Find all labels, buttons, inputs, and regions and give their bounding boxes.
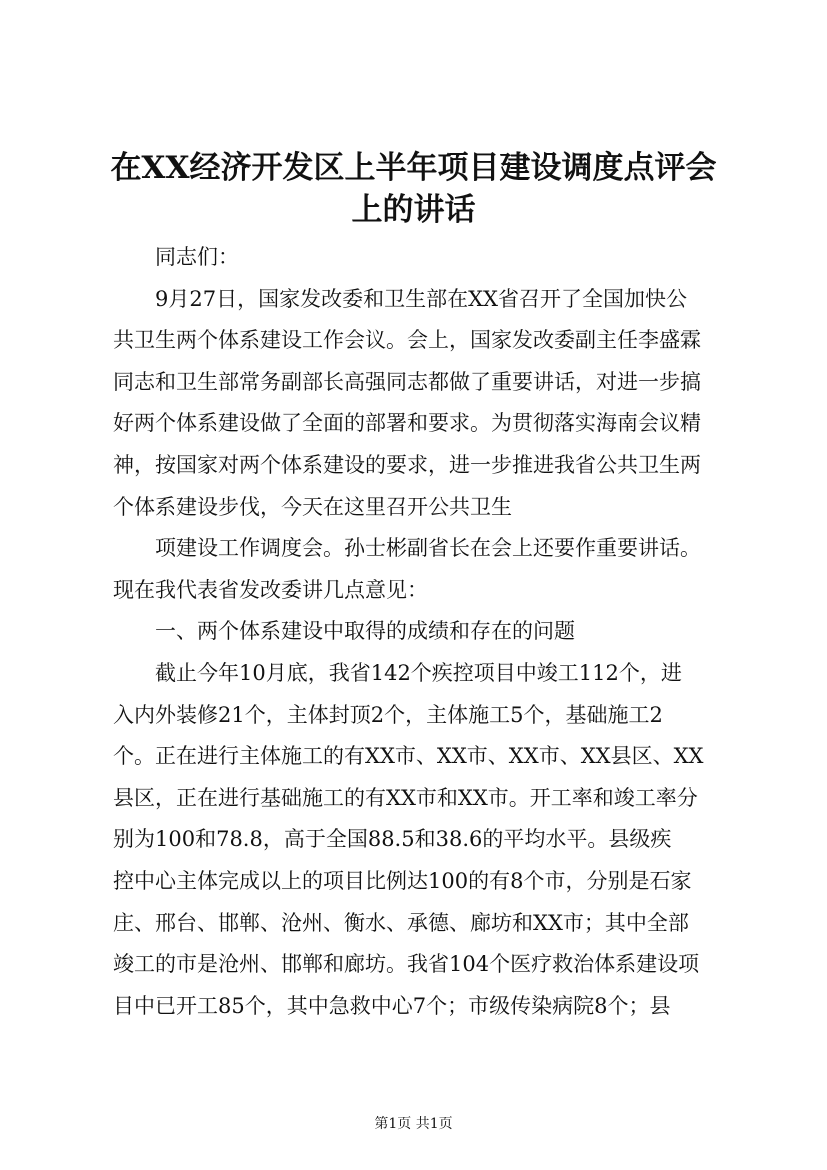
body-line: 同志和卫生部常务副部长高强同志都做了重要讲话，对进一步搞 [113,369,701,394]
salutation: 同志们： [155,245,239,269]
document-title-line-1: 在XX经济开发区上半年项目建设调度点评会 [110,150,717,186]
body-line: 现在我代表省发改委讲几点意见： [113,577,428,602]
body-line: 个体系建设步伐，今天在这里召开公共卫生 [113,494,512,519]
document-body [113,237,723,1027]
body-line: 目中已开工85个，其中急救中心7个；市级传染病院8个；县 [113,993,671,1018]
body-line: 个。正在进行主体施工的有XX市、XX市、XX市、XX县区、XX [113,744,704,769]
body-line: 县区，正在进行基础施工的有XX市和XX市。开工率和竣工率分 [113,785,698,810]
page-number-footer: 第1页 共1页 [374,1116,453,1132]
body-line: 控中心主体完成以上的项目比例达100的有8个市，分别是石家 [113,868,692,893]
body-line: 别为100和78.8，高于全国88.5和38.6的平均水平。县级疾 [113,827,672,852]
document-title-line-2: 上的讲话 [351,192,476,228]
body-line: 神，按国家对两个体系建设的要求，进一步推进我省公共卫生两 [113,452,701,477]
body-line: 竣工的市是沧州、邯郸和廊坊。我省104个医疗救治体系建设项 [113,952,700,977]
body-line: 入内外装修21个，主体封顶2个，主体施工5个，基础施工2 [113,702,663,727]
body-line: 好两个体系建设做了全面的部署和要求。为贯彻落实海南会议精 [113,411,701,436]
body-line: 截止今年10月底，我省142个疾控项目中竣工112个，进 [155,660,682,685]
body-line: 庄、邢台、邯郸、沧州、衡水、承德、廊坊和XX市；其中全部 [113,910,689,935]
body-line: 共卫生两个体系建设工作会议。会上，国家发改委副主任李盛霖 [113,328,701,353]
body-line: 9月27日，国家发改委和卫生部在XX省召开了全国加快公 [155,286,687,311]
body-line: 项建设工作调度会。孙士彬副省长在会上还要作重要讲话。 [155,536,701,561]
section-heading: 一、两个体系建设中取得的成绩和存在的问题 [155,619,575,644]
